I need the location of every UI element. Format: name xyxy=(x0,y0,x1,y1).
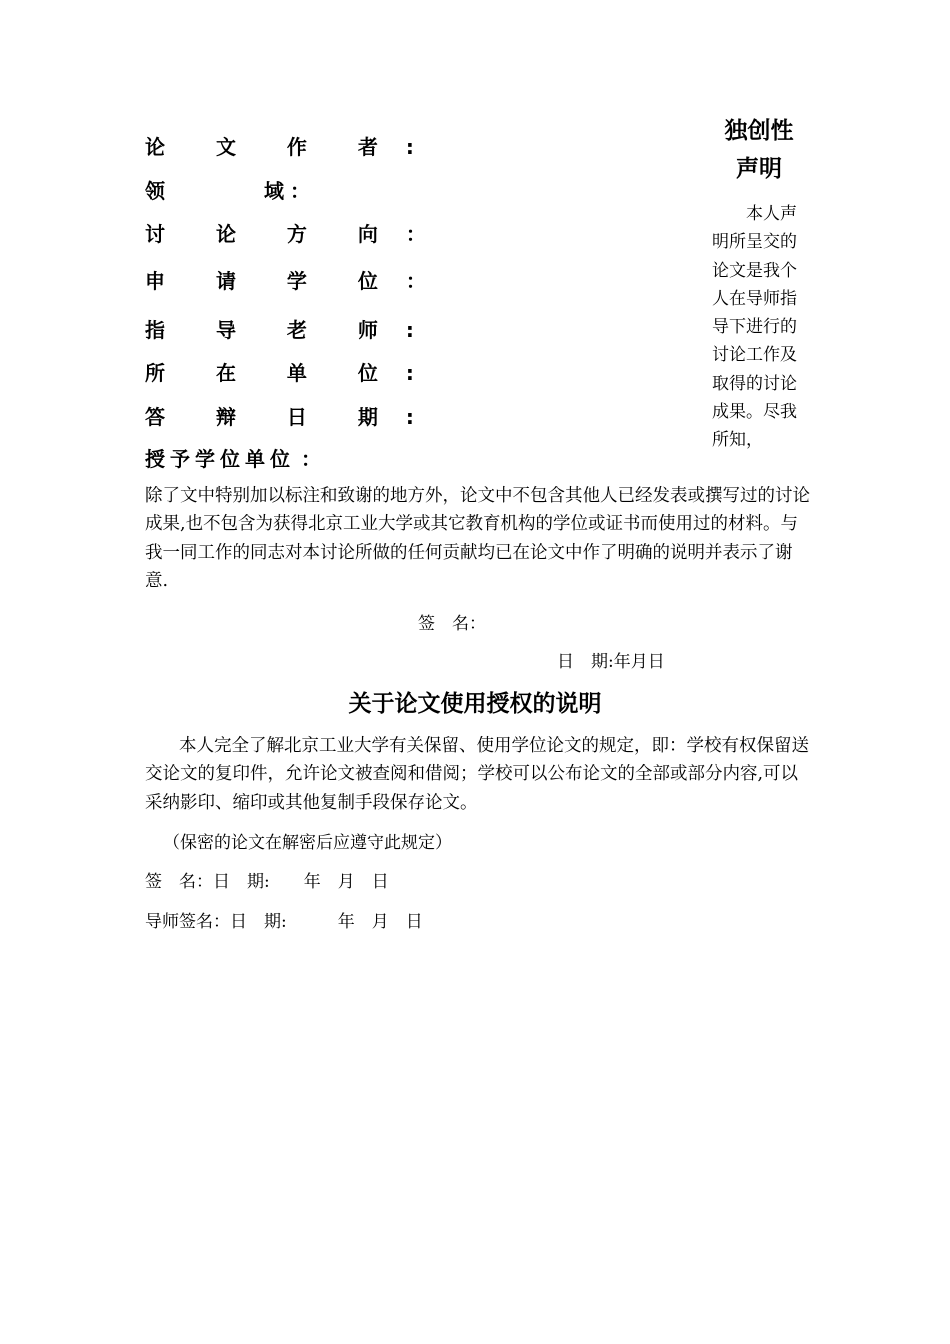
field-degree xyxy=(145,265,426,294)
field-defense-date xyxy=(145,401,414,430)
originality-date: 日 期:年月日 xyxy=(557,652,665,672)
field-advisor-label: 指 导 老 师 xyxy=(145,318,400,342)
field-domain-label: 领 域 xyxy=(145,179,284,203)
field-degree-colon: ： xyxy=(405,269,426,293)
field-advisor xyxy=(145,314,414,343)
field-unit-colon: : xyxy=(405,361,414,385)
field-direction-label: 讨 论 方 向 xyxy=(145,222,400,246)
originality-signature: 签 名： xyxy=(418,614,486,634)
authorization-note: （保密的论文在解密后应遵守此规定） xyxy=(163,833,452,853)
originality-body: 除了文中特别加以标注和致谢的地方外，论文中不包含其他人已经发表或撰写过的讨论成果,也不包含为获得北京工业大学或其它教育机构的学位或证书而使用过的材料。与我一同工作的同志对本讨论所做的任何贡献均已在论文中作了明确的说明并表示了谢意. xyxy=(145,486,810,591)
field-defense-date-label: 答 辩 日 期 xyxy=(145,405,400,429)
authorization-title: 关于论文使用授权的说明 xyxy=(348,691,602,717)
field-author xyxy=(145,131,414,160)
originality-title-line2: 声明 xyxy=(736,156,782,182)
field-granting-unit-label: 授予学位单位 xyxy=(145,447,295,471)
field-direction-colon: ： xyxy=(405,222,426,246)
field-unit xyxy=(145,357,414,386)
field-direction xyxy=(145,218,426,247)
authorization-sign-line: 签 名：日 期: 年 月 日 xyxy=(145,872,389,892)
originality-side-text: 本人声明所呈交的论文是我个人在导师指导下进行的讨论工作及取得的讨论成果。尽我所知， xyxy=(712,204,797,451)
field-advisor-colon: : xyxy=(405,318,414,342)
field-domain-colon: ： xyxy=(289,179,310,203)
field-granting-unit xyxy=(145,443,321,472)
authorization-advisor-line: 导师签名：日 期: 年 月 日 xyxy=(145,912,423,932)
field-degree-label: 申 请 学 位 xyxy=(145,269,400,293)
originality-title-line1: 独创性 xyxy=(724,118,794,144)
authorization-body: 本人完全了解北京工业大学有关保留、使用学位论文的规定，即：学校有权保留送交论文的复印件，允许论文被查阅和借阅；学校可以公布论文的全部或部分内容,可以采纳影印、缩印或其他复制手段保存论文。 xyxy=(145,736,809,813)
field-author-colon: : xyxy=(405,135,414,159)
field-unit-label: 所 在 单 位 xyxy=(145,361,400,385)
field-domain xyxy=(145,175,310,204)
field-granting-unit-colon: ： xyxy=(301,447,321,471)
field-author-label: 论 文 作 者 xyxy=(145,135,400,159)
field-defense-date-colon: : xyxy=(405,405,414,429)
